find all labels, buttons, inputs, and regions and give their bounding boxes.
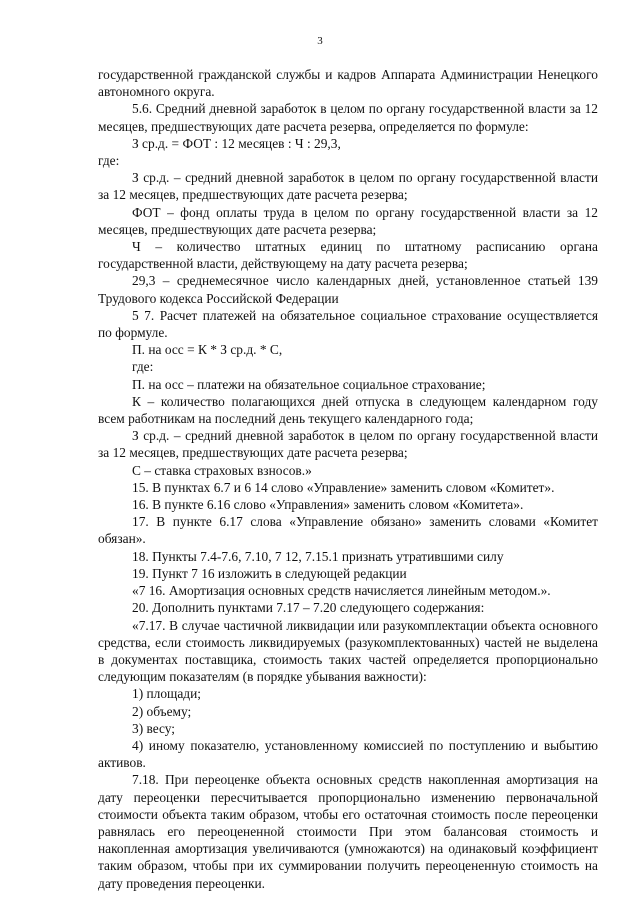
definition-fot: ФОТ – фонд оплаты труда в целом по органу государственной власти за 12 месяцев, предшествующих дате расчета резерва; xyxy=(98,204,598,237)
definition-z-srd: З ср.д. – средний дневной заработок в целом по органу государственной власти за 12 месяцев, предшествующих дате расчета резерва; xyxy=(98,170,598,203)
paragraph-1: государственной гражданской службы и кадров Аппарата Администрации Ненецкого автономного округа. xyxy=(98,67,598,100)
list-item-area: 1) площади; xyxy=(132,686,201,702)
where-label-2: где: xyxy=(132,359,154,375)
definition-ch: Ч – количество штатных единиц по штатному расписанию органа государственной власти, действующему на дату расчета резерва; xyxy=(98,239,598,272)
item-15: 15. В пунктах 6.7 и 6 14 слово «Управление» заменить словом «Комитет». xyxy=(132,479,555,495)
paragraph-5-6: 5.6. Средний дневной заработок в целом по органу государственной власти за 12 месяцев, предшествующих дате расчета резерва, определяется по формуле: xyxy=(98,101,598,134)
definition-p-oss: П. на осс – платежи на обязательное социальное страхование; xyxy=(132,376,486,392)
item-7-17: «7.17. В случае частичной ликвидации или разукомплектации объекта основного средства, если стоимость ликвидируемых (разукомплектованных) частей не выделена в документах поставщика, стоимость таких частей определяется пропорционально следующим показателям (в порядке убывания важности): xyxy=(98,617,598,685)
item-16: 16. В пункте 6.16 слово «Управления» заменить словом «Комитета». xyxy=(132,497,524,513)
item-7-18: 7.18. При переоценке объекта основных средств накопленная амортизация на дату переоценки пересчитывается пропорционально изменению первоначальной стоимости объекта таким образом, чтобы его остаточная стоимость после переоценки равнялась его переоцененной стоимости При этом балансовая стоимость и накопленная амортизация увеличиваются (умножаются) на одинаковый коэффициент таким образом, чтобы при их суммировании получить переоцененную стоимость на дату проведения переоценки. xyxy=(98,772,598,891)
where-label: где: xyxy=(98,153,120,169)
item-19: 19. Пункт 7 16 изложить в следующей редакции xyxy=(132,565,407,581)
definition-z-srd-2: З ср.д. – средний дневной заработок в целом по органу государственной власти за 12 месяцев, предшествующих дате расчета резерва; xyxy=(98,428,598,461)
list-item-other: 4) иному показателю, установленному комиссией по поступлению и выбытию активов. xyxy=(98,737,598,771)
item-18: 18. Пункты 7.4-7.6, 7.10, 7 12, 7.15.1 признать утратившими силу xyxy=(132,548,504,564)
formula-payments: П. на осс = К * З ср.д. * С, xyxy=(132,342,283,358)
definition-k: К – количество полагающихся дней отпуска в следующем календарном году всем работникам на последний день текущего календарного года; xyxy=(98,393,598,427)
page-number: 3 xyxy=(317,35,323,47)
definition-29-3: 29,3 – среднемесячное число календарных дней, установленное статьей 139 Трудового кодекса Российской Федерации xyxy=(98,273,598,306)
list-item-volume: 2) объему; xyxy=(132,703,192,719)
item-20: 20. Дополнить пунктами 7.17 – 7.20 следующего содержания: xyxy=(132,600,485,616)
definition-c: С – ставка страховых взносов.» xyxy=(132,462,312,478)
list-item-weight: 3) весу; xyxy=(132,720,176,736)
document-body xyxy=(98,66,598,892)
paragraph-5-7: 5 7. Расчет платежей на обязательное социальное страхование осуществляется по формуле. xyxy=(98,307,598,341)
item-7-16-text: «7 16. Амортизация основных средств начисляется линейным методом.». xyxy=(132,583,551,599)
formula-avg-daily-earnings: З ср.д. = ФОТ : 12 месяцев : Ч : 29,3, xyxy=(132,135,341,151)
item-17: 17. В пункте 6.17 слова «Управление обязано» заменить словами «Комитет обязан». xyxy=(98,514,598,547)
